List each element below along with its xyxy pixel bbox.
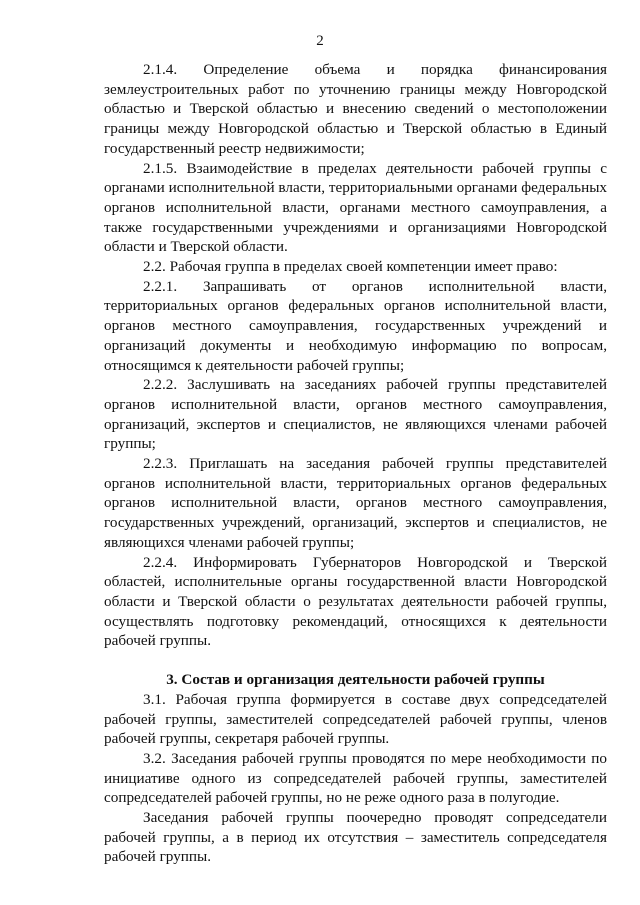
paragraph-2-2-2: 2.2.2. Заслушивать на заседаниях рабочей группы представителей органов исполнительной власти, органов местного самоуправления, организаций, экспертов и специалистов, не являющихся членами рабочей группы; [104,376,607,453]
paragraph-2-2-3: 2.2.3. Приглашать на заседания рабочей группы представителей органов исполнительной власти, территориальных органов федеральных органов исполнительной власти, органов местного самоуправления, государственных учреждений, организаций, экспертов и специалистов, не являющихся членами рабочей группы; [104,455,607,551]
paragraph-2-2-1: 2.2.1. Запрашивать от органов исполнительной власти, территориальных органов федеральных органов исполнительной власти, органов местного самоуправления, государственных учреждений и организаций документы и необходимую информацию по вопросам, относящимся к деятельности рабочей группы; [104,277,607,374]
paragraph-3-2-cont: Заседания рабочей группы поочередно проводят сопредседатели рабочей группы, а в период их отсутствия – заместитель сопредседателя рабочей группы. [104,809,607,866]
paragraph-2-1-4: 2.1.4. Определение объема и порядка финансирования землеустроительных работ по уточнению границы между Новгородской областью и Тверской областью и внесению сведений о местоположении границы между Новгородской областью и Тверской областью в Единый государственный реестр недвижимости; [104,61,607,157]
section-spacer [104,651,607,670]
section-3-heading: 3. Состав и организация деятельности рабочей группы [166,671,545,689]
paragraph-2-2: 2.2. Рабочая группа в пределах своей компетенции имеет право: [143,258,558,276]
paragraph-3-1: 3.1. Рабочая группа формируется в составе двух сопредседателей рабочей группы, заместителей сопредседателей рабочей группы, членов рабочей группы, секретаря рабочей группы. [104,690,607,748]
paragraph-2-2-4: 2.2.4. Информировать Губернаторов Новгородской и Тверской областей, исполнительные органы государственной власти Новгородской области и Тверской области о результатах деятельности рабочей группы, осуществлять подготовку рекомендаций, относящихся к деятельности рабочей группы. [104,553,607,650]
paragraph-3-2: 3.2. Заседания рабочей группы проводятся по мере необходимости по инициативе одного из сопредседателей рабочей группы, заместителей сопредседателей рабочей группы, но не реже одного раза в полугодие. [104,749,607,807]
document-body [104,60,607,867]
paragraph-2-1-5: 2.1.5. Взаимодействие в пределах деятельности рабочей группы с органами исполнительной власти, территориальными органами федеральных органов исполнительной власти, органами местного самоуправления, а также государственными учреждениями и организациями Новгородской области и Тверской области. [104,159,607,256]
page-number: 2 [316,33,324,49]
